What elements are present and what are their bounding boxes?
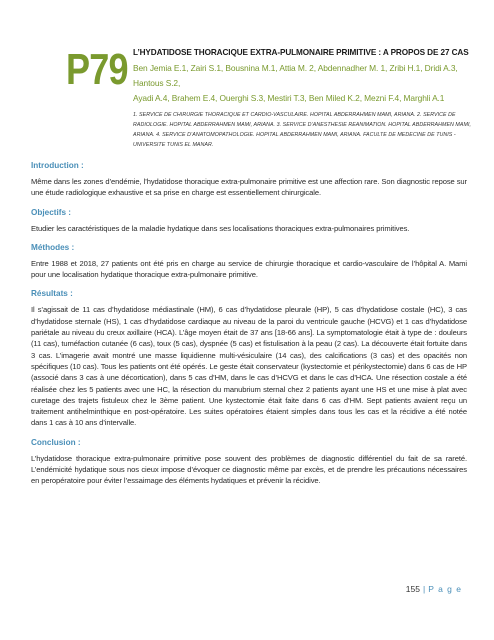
page-footer xyxy=(406,584,462,594)
abstract-header xyxy=(133,47,473,150)
abstract-title: L’HYDATIDOSE THORACIQUE EXTRA-PULMONAIRE PRIMITIVE : A PROPOS DE 27 CAS xyxy=(133,48,469,57)
section-heading-resultats: Résultats : xyxy=(31,289,73,299)
section-heading-conclusion: Conclusion : xyxy=(31,437,81,447)
footer-separator: | xyxy=(422,584,426,594)
section-heading-objectifs: Objectifs : xyxy=(31,207,72,217)
authors-line-2: Ayadi A.4, Brahem E.4, Ouerghi S.3, Mestiri T.3, Ben Miled K.2, Mezni F.4, Marghli A.1 xyxy=(133,93,445,103)
section-text-introduction: Même dans les zones d’endémie, l’hydatidose thoracique extra-pulmonaire primitive est une affection rare. Son diagnostic repose sur une étude radiologique exhaustive et sa prise en charge est essentiellement chirurgicale. xyxy=(31,177,467,198)
poster-code: P79 xyxy=(66,45,128,94)
authors xyxy=(133,61,473,106)
section-text-methodes: Entre 1988 et 2018, 27 patients ont été pris en charge au service de chirurgie thoracique et cardio-vasculaire de l’hôpital A. Mami pour une localisation hydatique thoracique extra-pulmonaire primitive. xyxy=(31,258,467,280)
abstract-body xyxy=(31,160,467,495)
page-label: P a g e xyxy=(428,584,462,594)
section-heading-introduction: Introduction : xyxy=(31,161,84,170)
authors-line-1: Ben Jemia E.1, Zairi S.1, Bousnina M.1, Attia M. 2, Abdennadher M. 1, Zribi H.1, Dridi A.3, Hantous S.2, xyxy=(133,63,458,88)
section-text-resultats: Il s’agissait de 11 cas d’hydatidose médiastinale (HM), 6 cas d’hydatidose pleurale (HP), 5 cas d’hydatidose costale (HC), 3 cas d’hydatidose sternale (HS), 1 cas d’hydatidose cardiaque au niveau de la paroi du ventricule gauche (HCVG) et 1 cas d’hydatidose pariétale au niveau du creux axillaire (HCA). L’âge moyen était de 37 ans [18-66 ans]. La symptomatologie était à type de : douleurs (11 cas), tuméfaction cutanée (6 cas), toux (5 cas), dyspnée (5 cas) et fistulisation à la peau (2 cas). La découverte était fortuite dans 3 cas. L’imagerie avait montré une masse liquidienne multi-vésiculaire (14 cas), des calcifications (3 cas) et des opacités non spécifiques (10 cas). Tous les patients ont été opérés. Le geste était conservateur (kystectomie et périkystectomie) dans 6 cas de HP (associé dans 3 cas à une décortication), dans 5 cas d’HM, dans le cas d’HCVG et dans le cas d’HCA. Une résection costale a été réalisée chez les 5 patients avec une HC, la résection du manubrium sternal chez 2 patients ayant une HS et une mise à plat avec curetage des trajets fistuleux chez le 3ème patient. Une kystectomie était faite dans 6 cas d’HM. Sept patients avaient reçu un traitement antihelminthique en post-opératoire. Les suites opératoires étaient simples dans tous les cas et la récidive a été notée dans 1 cas à 10 ans d’intervalle. xyxy=(31,305,467,428)
affiliations: 1. SERVICE DE CHIRURGIE THORACIQUE ET CARDIO-VASCULAIRE. HOPITAL ABDERRAHMEN MAMI, ARIANA. 2. SERVICE DE RADIOLOGIE. HOPITAL ABDERRAHMEN MAMI, ARIANA. 3. SERVICE D’ANESTHESIE REANIMATION. HOPITAL ABDERRAHMEN MAMI, ARIANA. 4. SERVICE D’ANATOMOPATHOLOGIE. HOPITAL ABDERRAHMEN MAMI, ARIANA. FACULTE DE MEDECINE DE TUNIS - UNIVERSITE TUNIS EL MANAR. xyxy=(133,112,471,148)
section-heading-methodes: Méthodes : xyxy=(31,242,75,252)
section-text-conclusion: L’hydatidose thoracique extra-pulmonaire primitive pose souvent des problèmes de diagnostic différentiel du fait de sa rareté. L’endémicité hydatique sous nos cieux impose d’évoquer ce diagnostic même par excès, et de prendre les précautions nécessaires en peropératoire pour éviter l’essaimage des éléments hydatiques et prévenir la récidive. xyxy=(31,453,467,486)
page-number: 155 xyxy=(405,584,420,594)
section-text-objectifs: Etudier les caractéristiques de la maladie hydatique dans ses localisations thoraciques extra-pulmonaires primitives. xyxy=(31,223,410,233)
